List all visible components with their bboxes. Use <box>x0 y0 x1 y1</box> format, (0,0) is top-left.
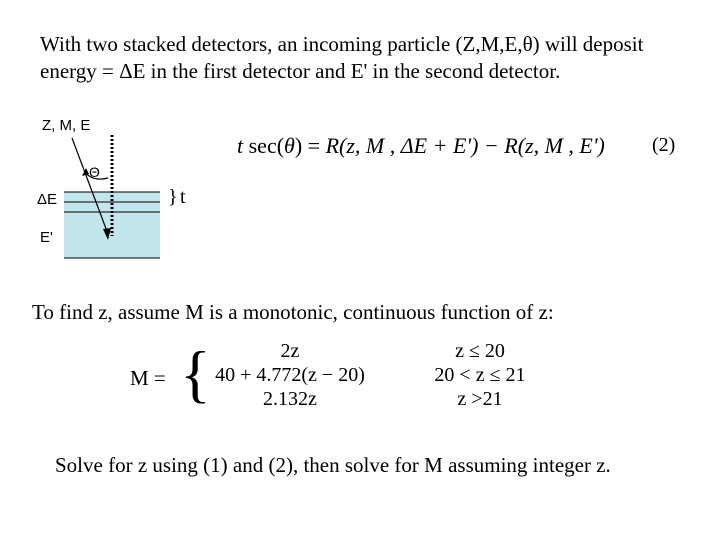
thickness-brace: } <box>168 186 178 208</box>
equation-close: ) = <box>294 133 321 158</box>
case-2-cond: 20 < z ≤ 21 <box>434 364 526 386</box>
equation-term-2: R(z, M , E') <box>504 133 605 158</box>
conclusion-text: Solve for z using (1) and (2), then solve for M assuming integer z. <box>55 453 611 477</box>
equation-sec: sec( <box>248 133 285 158</box>
piecewise-brace: { <box>180 338 211 409</box>
particle-label: Z, M, E <box>42 117 91 134</box>
intro-line-1: With two stacked detectors, an incoming particle (Z,M,E,θ) will deposit <box>40 32 644 56</box>
case-1-expr: 2z <box>280 340 300 362</box>
equation-theta: θ <box>284 133 295 158</box>
angle-label: Θ <box>89 164 100 180</box>
equation-number: (2) <box>652 134 676 156</box>
equation-t: t <box>237 133 244 158</box>
case-3-expr: 2.132z <box>263 388 317 410</box>
case-2-expr: 40 + 4.772(z − 20) <box>215 364 365 386</box>
case-3-cond: z >21 <box>457 388 503 410</box>
case-1-cond: z ≤ 20 <box>455 340 505 362</box>
piecewise-lhs: M = <box>130 366 166 390</box>
thickness-label: t <box>180 186 186 208</box>
intro-line-2: energy = ΔE in the first detector and E' in the second detector. <box>40 59 561 83</box>
second-detector-label: E' <box>40 229 53 246</box>
range-equation <box>237 133 605 159</box>
assumption-text: To find z, assume M is a monotonic, continuous function of z: <box>32 300 554 324</box>
equation-term-1: R(z, M , ΔE + E') − <box>325 133 499 158</box>
first-detector-label: ΔE <box>37 191 58 208</box>
